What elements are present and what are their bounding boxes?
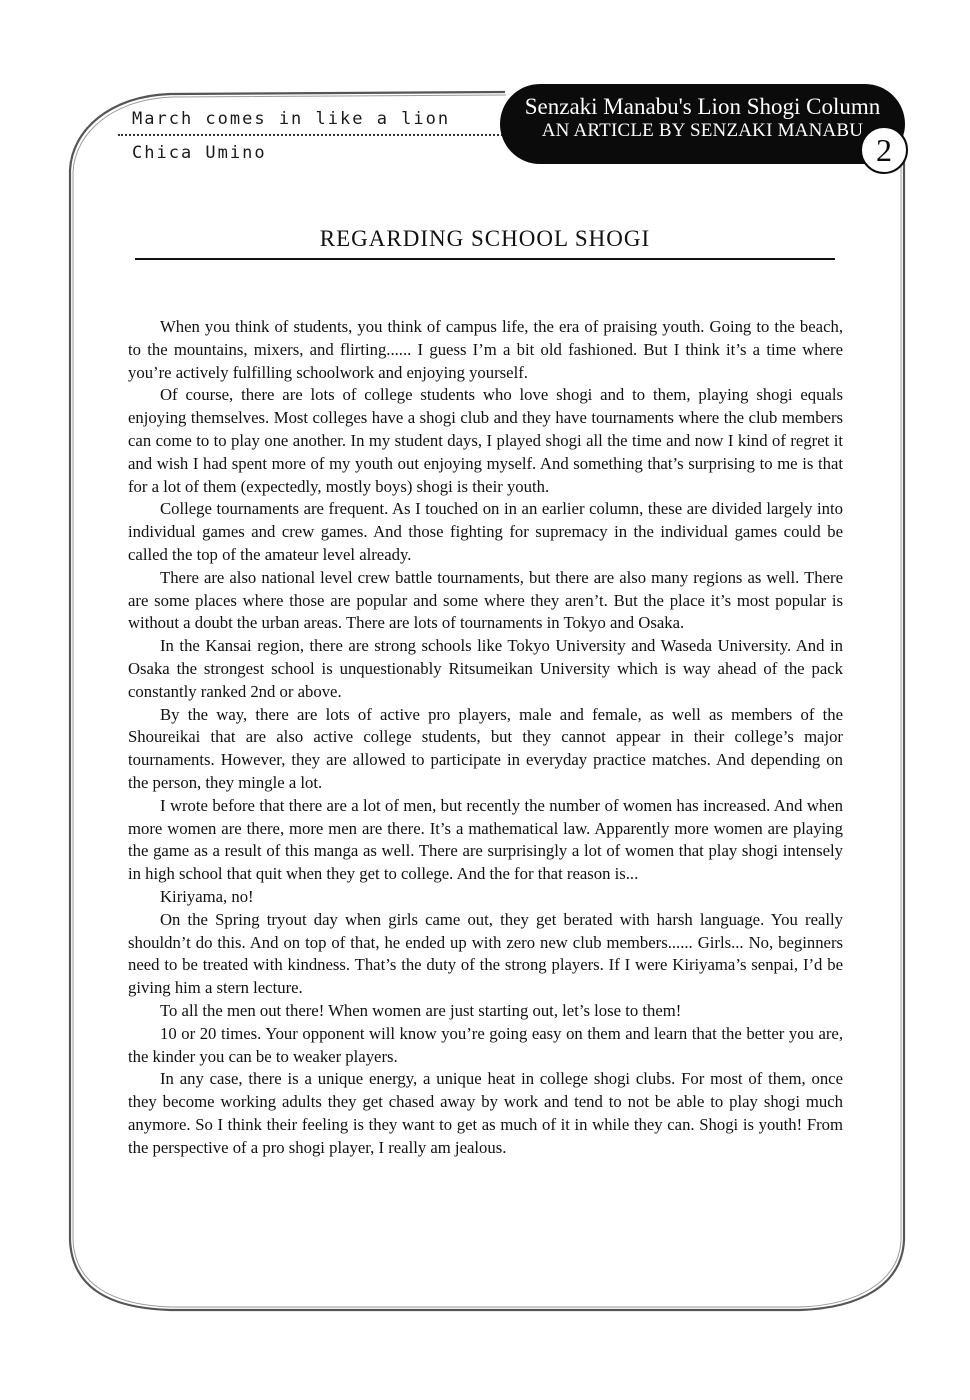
paragraph: By the way, there are lots of active pro players, male and female, as well as members of the Shoureikai that are also active college students, but they cannot appear in their college’s major tournaments. However, they are allowed to participate in everyday practice matches. And depending on the person, they mingle a lot. [128,704,843,792]
column-title: Senzaki Manabu's Lion Shogi Column [524,94,881,119]
issue-number-badge: 2 [860,126,908,174]
paragraph: To all the men out there! When women are just starting out, let’s lose to them! [160,1000,682,1020]
column-badge [500,84,905,164]
series-title: March comes in like a lion [132,109,451,129]
article-body [128,316,843,1159]
paragraph: Kiriyama, no! [160,886,254,906]
paragraph: In the Kansai region, there are strong schools like Tokyo University and Waseda University. And in Osaka the strongest school is unquestionably Ritsumeikan University which is way ahead of the pack constantly ranked 2nd or above. [128,636,843,701]
paragraph: When you think of students, you think of campus life, the era of praising youth. Going to the beach, to the mountains, mixers, and flirting...... I guess I’m a bit old fashioned. But I think it’s a time where you’re actively fulfilling schoolwork and enjoying yourself. [128,317,843,382]
dotted-divider [118,134,503,136]
paragraph: There are also national level crew battle tournaments, but there are also many regions as well. There are some places where those are popular and some where they aren’t. But the place it’s most popular is without a doubt the urban areas. There are lots of tournaments in Tokyo and Osaka. [128,567,843,633]
title-underline [135,258,835,260]
author-name: Chica Umino [132,143,267,163]
article-title: REGARDING SCHOOL SHOGI [319,226,651,251]
paragraph: Of course, there are lots of college students who love shogi and to them, playing shogi equals enjoying themselves. Most colleges have a shogi club and they have tournaments where the club members can come to to play one another. In my student days, I played shogi all the time and now I kind of regret it and wish I had spent more of my youth out enjoying myself. And something that’s surprising to me is that for a lot of them (expectedly, mostly boys) shogi is their youth. [128,385,843,496]
paragraph: In any case, there is a unique energy, a unique heat in college shogi clubs. For most of them, once they become working adults they get chased away by work and tend to not be able to play shogi much anymore. So I think their feeling is they want to get as much of it in while they can. Shogi is youth! From the perspective of a pro shogi player, I really am jealous. [128,1069,843,1157]
series-header [118,106,518,166]
paragraph: On the Spring tryout day when girls came out, they get berated with harsh language. You really shouldn’t do this. And on top of that, he ended up with zero new club members...... Girls... No, beginners need to be treated with kindness. That’s the duty of the strong players. If I were Kiriyama’s senpai, I’d be giving him a stern lecture. [128,909,843,998]
paragraph: I wrote before that there are a lot of men, but recently the number of women has increased. And when more women are there, more men are there. It’s a mathematical law. Apparently more women are playing the game as a result of this manga as well. There are surprisingly a lot of women that play shogi intensely in high school that quit when they get to college. And the for that reason is... [128,795,843,884]
paragraph: College tournaments are frequent. As I touched on in an earlier column, these are divided largely into individual games and crew games. And those fighting for supremacy in the individual games could be called the top of the amateur level already. [128,499,843,564]
paragraph: 10 or 20 times. Your opponent will know you’re going easy on them and learn that the better you are, the kinder you can be to weaker players. [128,1023,843,1066]
column-subtitle: AN ARTICLE BY SENZAKI MANABU [541,120,864,141]
